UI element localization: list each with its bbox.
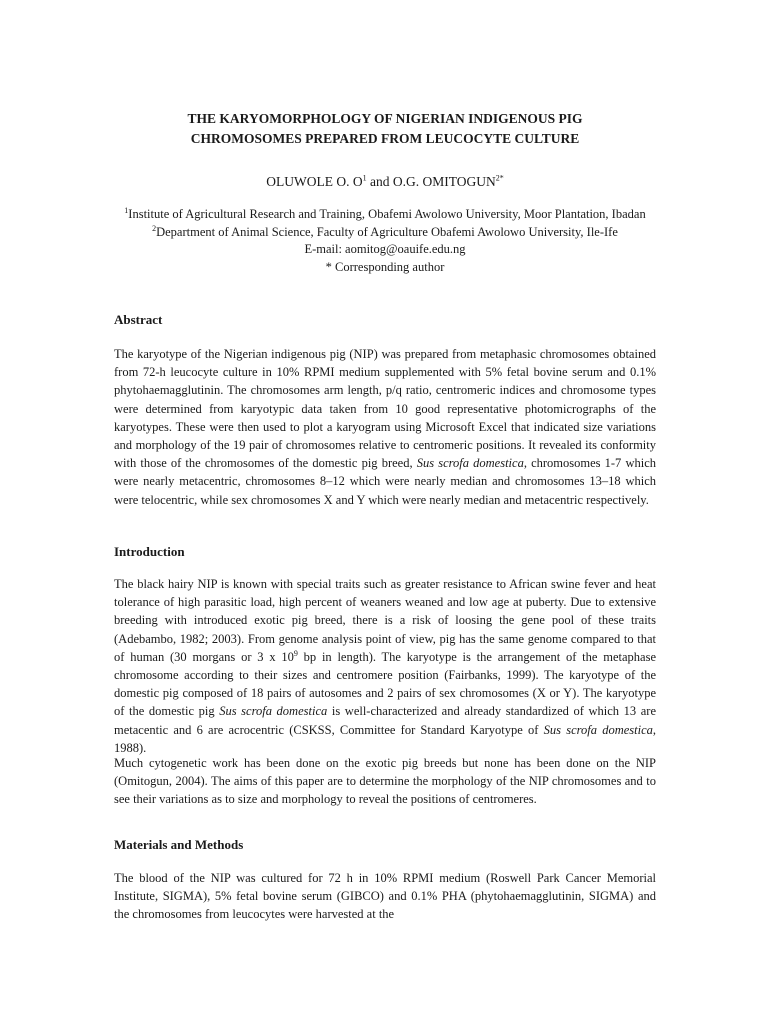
superscript: 9 bbox=[293, 648, 298, 658]
text-run: Institute of Agricultural Research and Training, Obafemi Awolowo University, Moor Plantation, Ibadan bbox=[128, 207, 646, 221]
affiliation-2 bbox=[114, 224, 656, 242]
text-run: The blood of the NIP was cultured for 72 h in 10% RPMI medium (Roswell Park Cancer Memorial Institute, SIGMA), 5% fetal bovine serum (GIBCO) and 0.1% PHA (phytohaemagglutinin, SIGMA) and the chromosomes from leucocytes were harvested at the bbox=[114, 871, 656, 922]
text-run: is well-characterized and already standardized of which 13 are metacentic and 6 are acrocentric (CSKSS, Committee for Standard Karyotype of bbox=[114, 704, 657, 737]
affiliations bbox=[114, 206, 656, 276]
methods-paragraph-1 bbox=[114, 869, 656, 924]
italic-text: Sus scrofa domestica bbox=[219, 704, 328, 719]
italic-text: Sus scrofa domestica bbox=[416, 456, 524, 471]
introduction-paragraph-2 bbox=[114, 754, 656, 809]
title-line-1: THE KARYOMORPHOLOGY OF NIGERIAN INDIGENOUS PIG bbox=[187, 111, 583, 126]
superscript: 1 bbox=[362, 173, 367, 183]
italic-text: Sus scrofa domestica bbox=[543, 722, 653, 737]
text-run: The black hairy NIP is known with special traits such as greater resistance to African swine fever and heat tolerance of high parasitic load, high percent of weaners weaned and low age at puberty. Due to extensive breeding with introduced exotic pig breed, there is a risk of loosing the gene pool of these traits (Adebambo, 1982; 2003). From genome analysis point of view, pig has the same genome compared to that of human (30 morgans or 3 x 10 bbox=[114, 577, 656, 664]
text-run: bp in length). The karyotype is the arrangement of the metaphase chromosome according to their sizes and centromere position (Fairbanks, 1999). The karyotype of the domestic pig composed of 18 pairs of autosomes and 2 pairs of sex chromosomes (X or Y). The karyotype of the domestic pig bbox=[114, 649, 656, 719]
title-line-2: CHROMOSOMES PREPARED FROM LEUCOCYTE CULTURE bbox=[190, 131, 580, 146]
introduction-heading: Introduction bbox=[114, 544, 185, 559]
methods-heading: Materials and Methods bbox=[114, 837, 244, 852]
affiliation-1 bbox=[114, 206, 656, 224]
corresponding-author-note: * Corresponding author bbox=[325, 259, 445, 274]
text-run: OLUWOLE O. O bbox=[266, 174, 363, 189]
superscript: 1 bbox=[124, 205, 129, 215]
text-run: The karyotype of the Nigerian indigenous pig (NIP) was prepared from metaphasic chromosomes obtained from 72-h leucocyte culture in 10% RPMI medium supplemented with 5% fetal bovine serum and 0.1% phytohaemagglutinin. The chromosomes arm length, p/q ratio, centromeric indices and chromosome types were determined from karyotypic data taken from 10 good representative photomicrographs of the karyotypes. These were then used to plot a karyogram using Microsoft Excel that indicated size variations and morphology of the 19 pair of chromosomes relative to centromeric positions. It revealed its conformity with those of the chromosomes of the domestic pig breed, bbox=[114, 347, 656, 471]
superscript: 2* bbox=[495, 173, 504, 183]
abstract-heading: Abstract bbox=[114, 312, 163, 327]
introduction-paragraph-1 bbox=[114, 575, 656, 757]
superscript: 2 bbox=[152, 223, 157, 233]
text-run: Much cytogenetic work has been done on the exotic pig breeds but none has been done on the NIP (Omitogun, 2004). The aims of this paper are to determine the morphology of the NIP chromosomes and to see their variations as to size and morphology to reveal the positions of centromeres. bbox=[114, 756, 656, 807]
paper-title bbox=[114, 109, 656, 149]
email-address: E-mail: aomitog@oauife.edu.ng bbox=[304, 242, 466, 256]
text-run: and O.G. OMITOGUN bbox=[366, 174, 496, 189]
text-run: Department of Animal Science, Faculty of Agriculture Obafemi Awolowo University, Ile-Ife bbox=[156, 224, 618, 239]
abstract-paragraph bbox=[114, 345, 656, 509]
author-line bbox=[114, 172, 656, 193]
text-run: , chromosomes 1-7 which were nearly metacentric, chromosomes 8–12 which were nearly median and chromosomes 13–18 which were telocentric, while sex chromosomes X and Y which were nearly median and metacentric respectively. bbox=[114, 456, 656, 507]
text-run: , 1988). bbox=[114, 722, 656, 755]
